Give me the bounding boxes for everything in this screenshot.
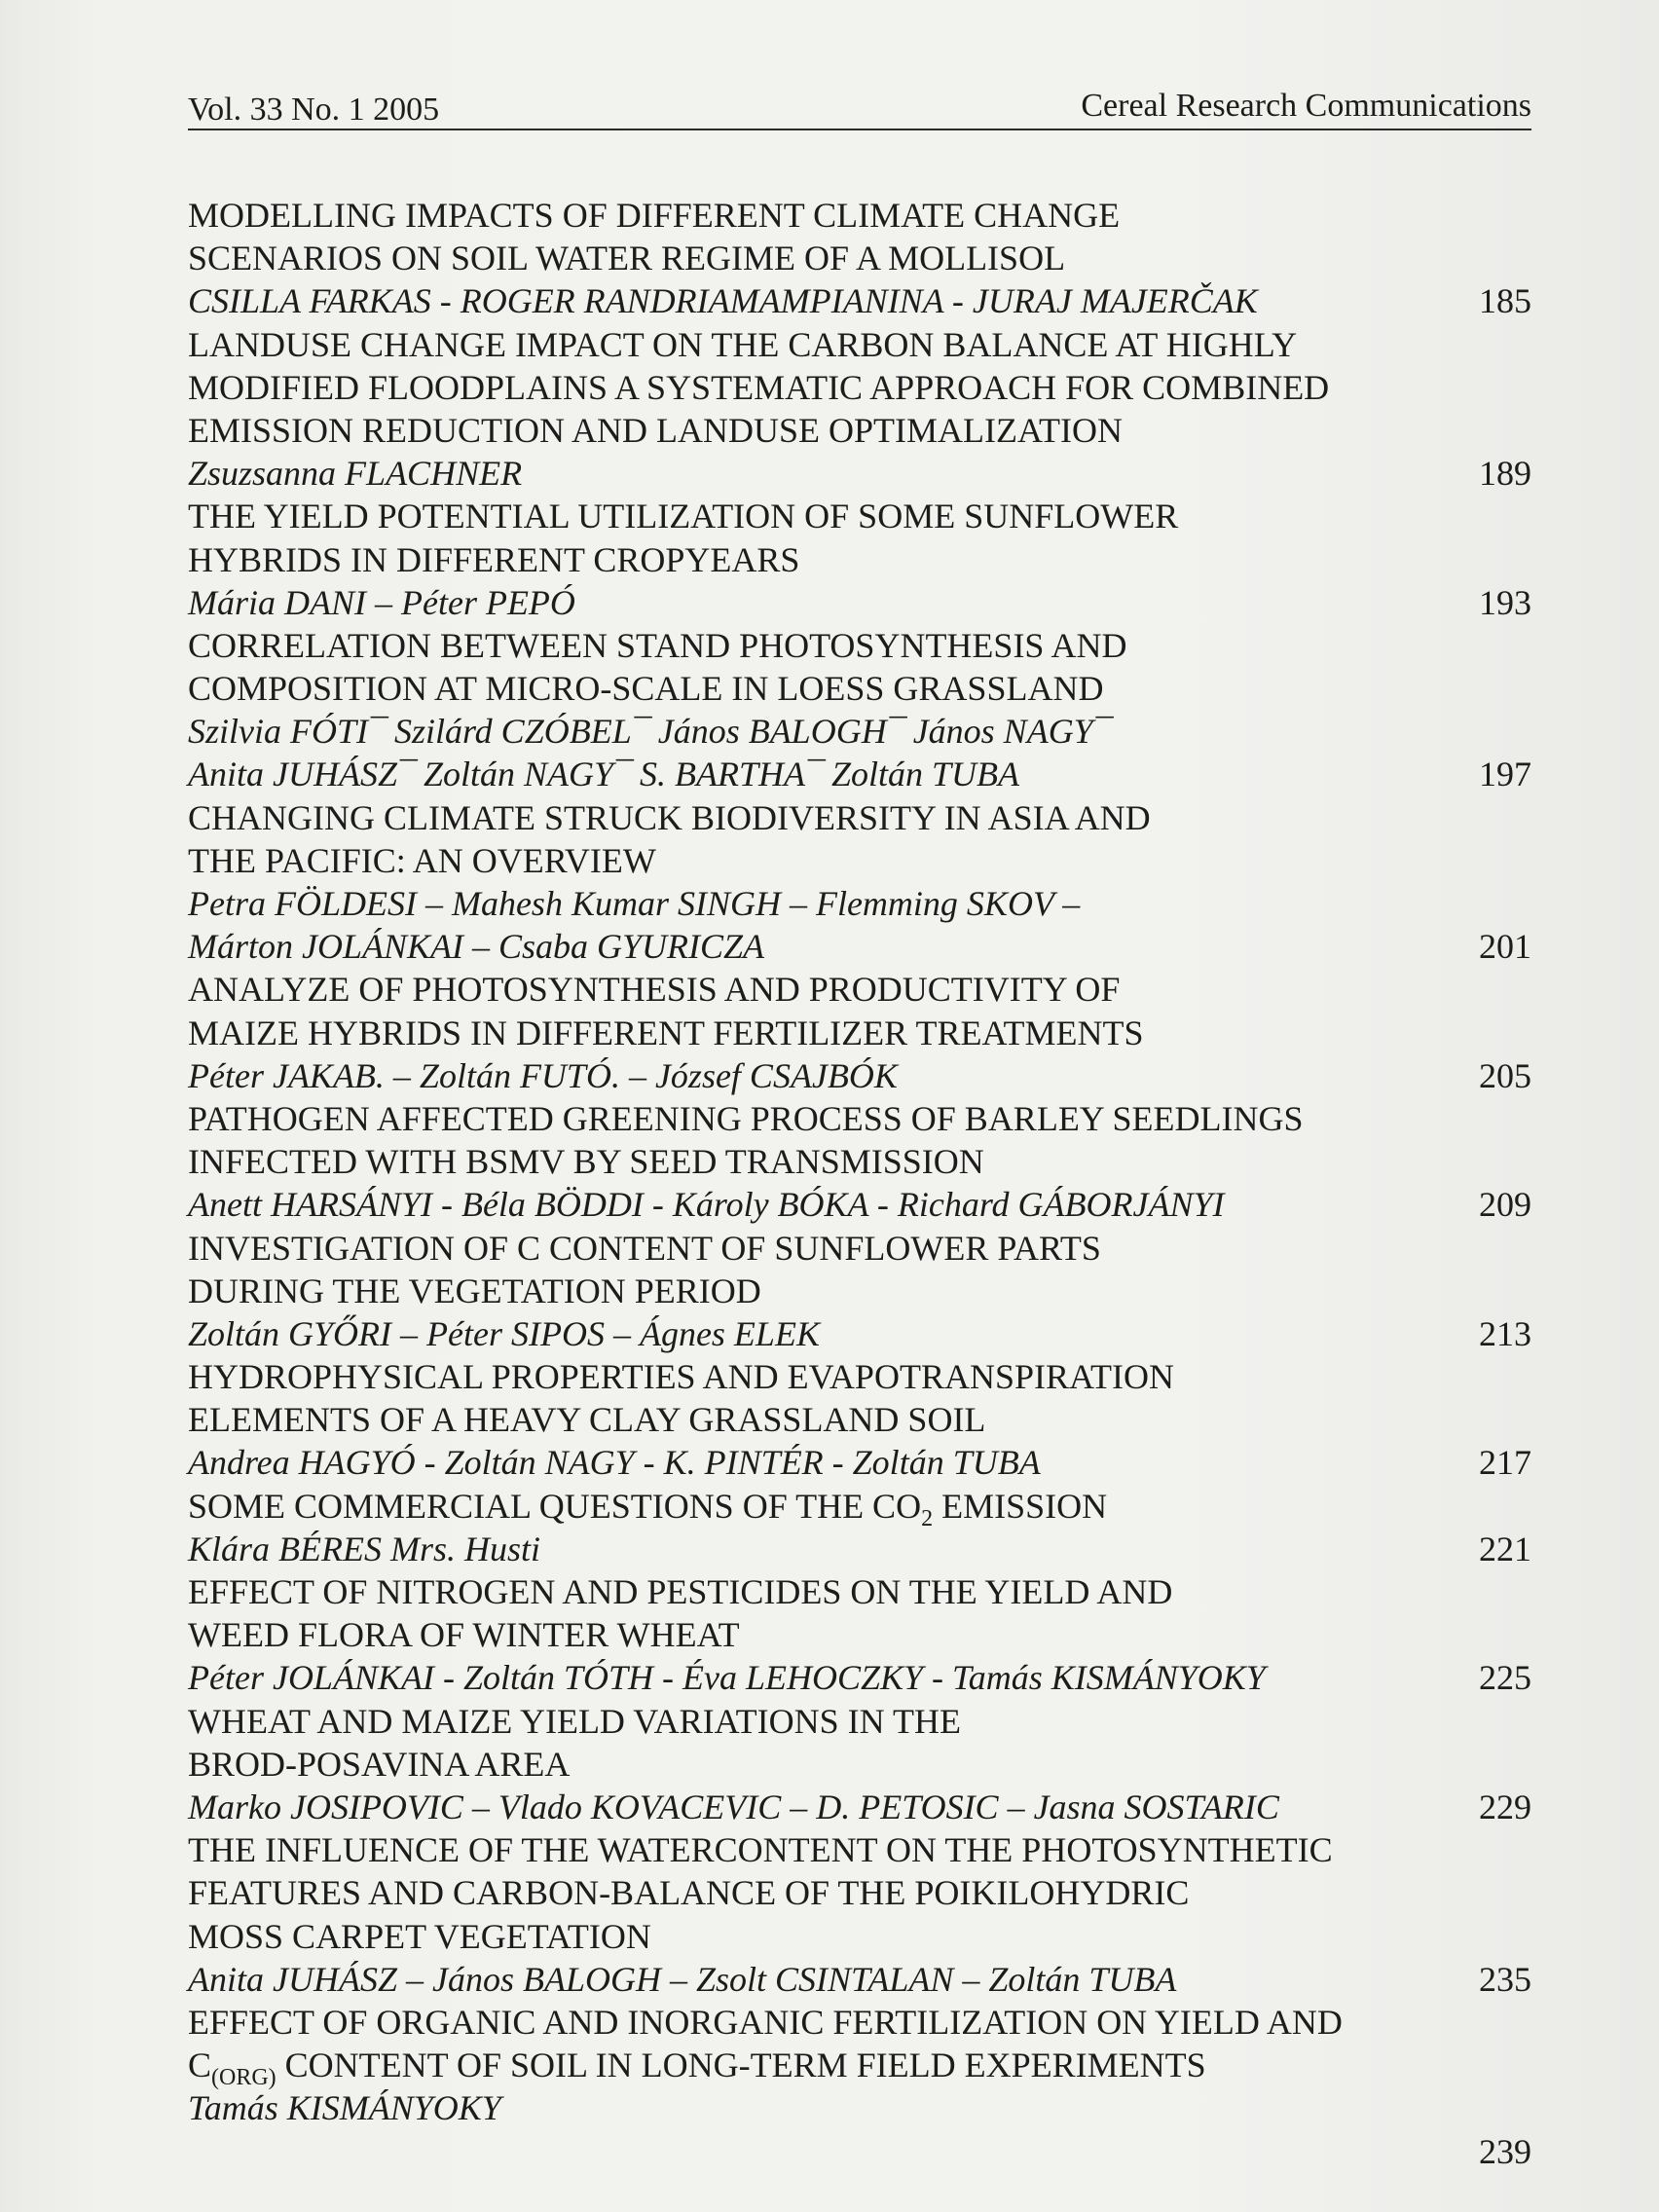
author-names: Zoltán GYŐRI – Péter SIPOS – Ágnes ELEK: [188, 1313, 820, 1353]
entry-title-line: [188, 1485, 1531, 1531]
author-names: Marko JOSIPOVIC – Vlado KOVACEVIC – D. PETOSIC – Jasna SOSTARIC: [188, 1787, 1279, 1826]
author-names: Zsuzsanna FLACHNER: [188, 454, 523, 494]
author-names: Tamás KISMÁNYOKY: [188, 2088, 501, 2128]
entry-title-line: EMISSION REDUCTION AND LANDUSE OPTIMALIZATION: [188, 410, 1123, 450]
entry-title-line: COMPOSITION AT MICRO-SCALE IN LOESS GRASSLAND: [188, 669, 1104, 709]
entry-authors: [188, 452, 1531, 495]
page-number: 225: [1479, 1658, 1531, 1698]
entry-authors: [188, 1958, 1531, 2001]
page-number: 197: [1479, 755, 1531, 794]
entry-authors: [188, 753, 1531, 795]
author-names: Márton JOLÁNKAI – Csaba GYURICZA: [188, 927, 765, 967]
page-number: 239: [1479, 2132, 1531, 2171]
entry-authors: [188, 1183, 1531, 1226]
entry-authors: [188, 1441, 1531, 1484]
entry-title-line: [188, 2044, 1531, 2091]
author-names: Péter JAKAB. – Zoltán FUTÓ. – József CSAJBÓK: [188, 1055, 898, 1095]
entry-title-line: INFECTED WITH BSMV BY SEED TRANSMISSION: [188, 1142, 984, 1182]
entry-authors: [188, 279, 1531, 322]
entry-title-line: EFFECT OF ORGANIC AND INORGANIC FERTILIZATION ON YIELD AND: [188, 2002, 1343, 2042]
page-number: 205: [1479, 1055, 1531, 1095]
entry-title-line: MAIZE HYBRIDS IN DIFFERENT FERTILIZER TREATMENTS: [188, 1013, 1144, 1052]
title-text: EMISSION: [933, 1486, 1108, 1526]
entry-title-line: THE YIELD POTENTIAL UTILIZATION OF SOME SUNFLOWER: [188, 497, 1179, 536]
entry-authors: [188, 581, 1531, 624]
entry-title-line: INVESTIGATION OF C CONTENT OF SUNFLOWER PARTS: [188, 1228, 1101, 1268]
page-number: 185: [1479, 281, 1531, 321]
page-number: 221: [1479, 1529, 1531, 1568]
entry-title-line: HYBRIDS IN DIFFERENT CROPYEARS: [188, 539, 800, 579]
author-names: Petra FÖLDESI – Mahesh Kumar SINGH – Flemming SKOV –: [188, 884, 1081, 923]
entry-authors: [188, 1054, 1531, 1097]
subscript: (ORG): [211, 2065, 276, 2091]
entry-title-line: CORRELATION BETWEEN STAND PHOTOSYNTHESIS AND: [188, 625, 1127, 665]
author-names: Anita JUHÁSZ – János BALOGH – Zsolt CSINTALAN – Zoltán TUBA: [188, 1959, 1177, 1999]
last-entry-page-row: [188, 2130, 1531, 2173]
page-number: 209: [1479, 1185, 1531, 1225]
journal-title: Cereal Research Communications: [1081, 88, 1531, 124]
page-number: 193: [1479, 582, 1531, 622]
entry-title-line: LANDUSE CHANGE IMPACT ON THE CARBON BALANCE AT HIGHLY: [188, 324, 1298, 364]
entry-title-line: CHANGING CLIMATE STRUCK BIODIVERSITY IN ASIA AND: [188, 797, 1151, 837]
title-text: SOME COMMERCIAL QUESTIONS OF THE CO: [188, 1486, 922, 1526]
entry-authors: [188, 1786, 1531, 1828]
entry-title-line: PATHOGEN AFFECTED GREENING PROCESS OF BARLEY SEEDLINGS: [188, 1098, 1304, 1138]
entry-title-line: BROD-POSAVINA AREA: [188, 1744, 571, 1784]
entry-title-line: MODIFIED FLOODPLAINS A SYSTEMATIC APPROACH FOR COMBINED: [188, 367, 1330, 407]
title-text: C: [188, 2046, 212, 2085]
entry-authors: [188, 925, 1531, 968]
entry-title-line: HYDROPHYSICAL PROPERTIES AND EVAPOTRANSPIRATION: [188, 1357, 1174, 1397]
entry-title-line: THE INFLUENCE OF THE WATERCONTENT ON THE PHOTOSYNTHETIC: [188, 1830, 1333, 1870]
running-header: [188, 84, 1531, 130]
entry-title-line: FEATURES AND CARBON-BALANCE OF THE POIKILOHYDRIC: [188, 1873, 1190, 1913]
page-number: 217: [1479, 1443, 1531, 1483]
entry-title-line: SCENARIOS ON SOIL WATER REGIME OF A MOLLISOL: [188, 239, 1066, 278]
volume-info: Vol. 33 No. 1 2005: [188, 92, 440, 128]
author-names: CSILLA FARKAS - ROGER RANDRIAMAMPIANINA - JURAJ MAJERČAK: [188, 281, 1258, 321]
author-names: Klára BÉRES Mrs. Husti: [188, 1529, 541, 1568]
author-names: Anett HARSÁNYI - Béla BÖDDI - Károly BÓKA - Richard GÁBORJÁNYI: [188, 1185, 1225, 1225]
entry-title-line: ELEMENTS OF A HEAVY CLAY GRASSLAND SOIL: [188, 1400, 986, 1440]
entry-authors: [188, 1528, 1531, 1570]
author-names: Anita JUHÁSZ¯ Zoltán NAGY¯ S. BARTHA¯ Zoltán TUBA: [188, 755, 1020, 794]
page-number: 213: [1479, 1313, 1531, 1353]
author-names: Péter JOLÁNKAI - Zoltán TÓTH - Éva LEHOCZKY - Tamás KISMÁNYOKY: [188, 1658, 1266, 1698]
entry-title-line: WEED FLORA OF WINTER WHEAT: [188, 1615, 740, 1655]
entry-title-line: ANALYZE OF PHOTOSYNTHESIS AND PRODUCTIVITY OF: [188, 970, 1121, 1010]
entry-title-line: DURING THE VEGETATION PERIOD: [188, 1271, 761, 1310]
entry-authors: [188, 882, 1531, 925]
page-number: 235: [1479, 1959, 1531, 1999]
entry-title-line: EFFECT OF NITROGEN AND PESTICIDES ON THE YIELD AND: [188, 1572, 1173, 1611]
author-names: Szilvia FÓTI¯ Szilárd CZÓBEL¯ János BALOGH¯ János NAGY¯: [188, 712, 1111, 752]
table-of-contents: [188, 194, 1531, 2129]
page-number: 229: [1479, 1787, 1531, 1826]
author-names: Mária DANI – Péter PEPÓ: [188, 582, 575, 622]
title-text: CONTENT OF SOIL IN LONG-TERM FIELD EXPERIMENTS: [276, 2046, 1206, 2085]
subscript: 2: [921, 1505, 934, 1531]
entry-title-line: MODELLING IMPACTS OF DIFFERENT CLIMATE CHANGE: [188, 196, 1121, 235]
entry-authors: [188, 1656, 1531, 1699]
entry-title-line: WHEAT AND MAIZE YIELD VARIATIONS IN THE: [188, 1701, 961, 1741]
entry-authors: [188, 2086, 1531, 2129]
author-names: Andrea HAGYÓ - Zoltán NAGY - K. PINTÉR - Zoltán TUBA: [188, 1443, 1041, 1483]
entry-authors: [188, 1312, 1531, 1355]
entry-authors: [188, 710, 1531, 753]
entry-title-line: MOSS CARPET VEGETATION: [188, 1916, 651, 1956]
page-number: 189: [1479, 454, 1531, 494]
page-number: 201: [1479, 927, 1531, 967]
entry-title-line: THE PACIFIC: AN OVERVIEW: [188, 840, 656, 880]
